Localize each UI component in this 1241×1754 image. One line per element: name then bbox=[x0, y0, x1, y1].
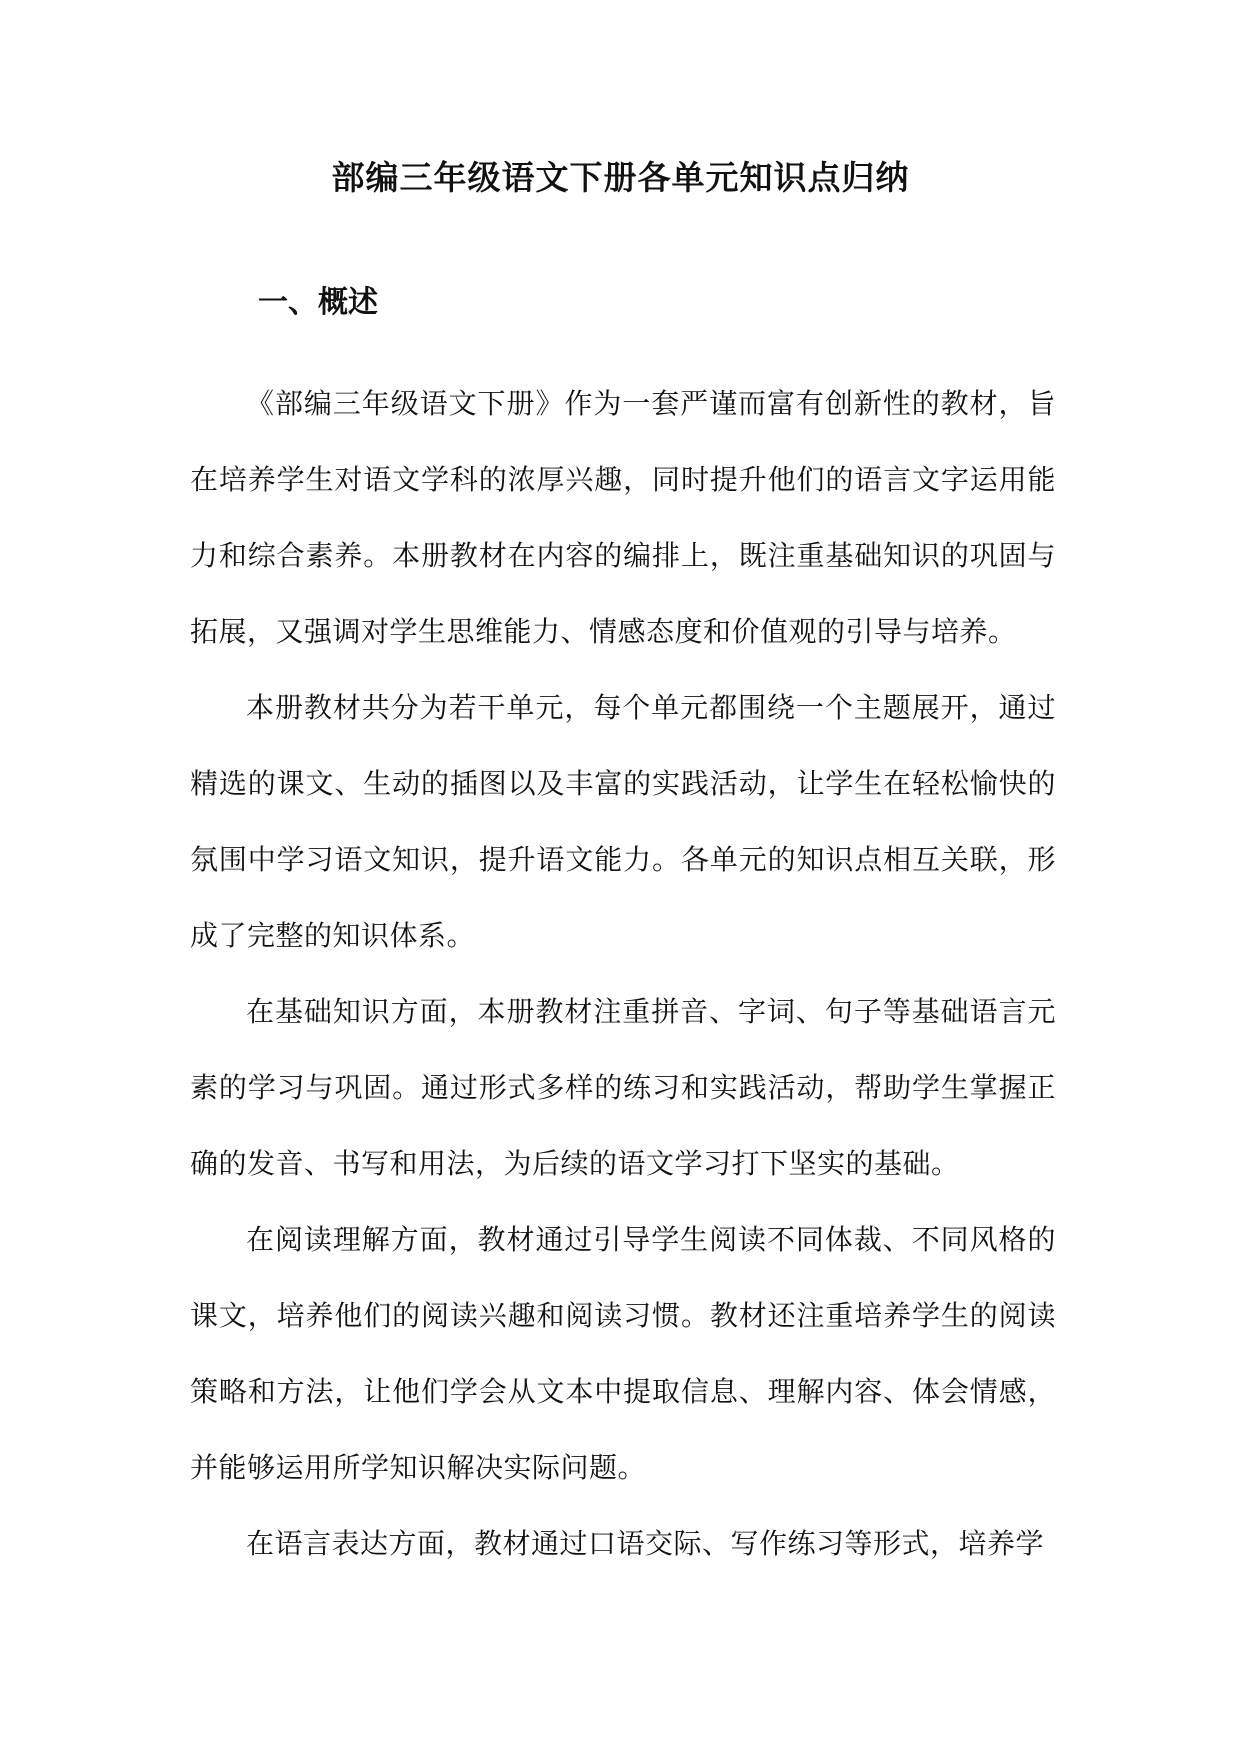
section-body bbox=[190, 366, 1056, 1582]
paragraph: 在阅读理解方面，教材通过引导学生阅读不同体裁、不同风格的课文，培养他们的阅读兴趣和阅读习惯。教材还注重培养学生的阅读策略和方法，让他们学会从文本中提取信息、理解内容、体会情感，并能够运用所学知识解决实际问题。 bbox=[190, 1223, 1056, 1484]
paragraph: 《部编三年级语文下册》作为一套严谨而富有创新性的教材，旨在培养学生对语文学科的浓厚兴趣，同时提升他们的语言文字运用能力和综合素养。本册教材在内容的编排上，既注重基础知识的巩固与拓展，又强调对学生思维能力、情感态度和价值观的引导与培养。 bbox=[190, 387, 1056, 648]
paragraph: 在语言表达方面，教材通过口语交际、写作练习等形式，培养学 bbox=[246, 1527, 1045, 1560]
document-title: 部编三年级语文下册各单元知识点归纳 bbox=[331, 158, 910, 197]
section-heading: 一、概述 bbox=[258, 285, 378, 320]
paragraph: 在基础知识方面，本册教材注重拼音、字词、句子等基础语言元素的学习与巩固。通过形式多样的练习和实践活动，帮助学生掌握正确的发音、书写和用法，为后续的语文学习打下坚实的基础。 bbox=[190, 995, 1056, 1180]
paragraph: 本册教材共分为若干单元，每个单元都围绕一个主题展开，通过精选的课文、生动的插图以及丰富的实践活动，让学生在轻松愉快的氛围中学习语文知识，提升语文能力。各单元的知识点相互关联，形成了完整的知识体系。 bbox=[190, 691, 1056, 952]
